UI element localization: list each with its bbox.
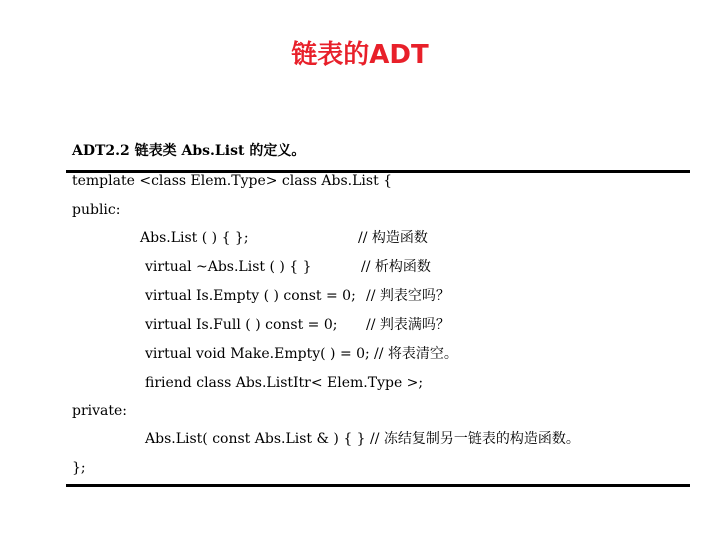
member-code: firiend class Abs.ListItr< Elem.Type >;	[145, 375, 424, 391]
member-code: virtual Is.Empty ( ) const = 0;	[145, 288, 356, 304]
bottom-rule	[66, 484, 690, 487]
private-label: private:	[72, 403, 128, 419]
template-line: template <class Elem.Type> class Abs.List {	[72, 173, 393, 189]
member-code: virtual ~Abs.List ( ) { }	[145, 259, 312, 275]
member-code: virtual void Make.Empty( ) = 0;	[145, 346, 370, 362]
private-member: Abs.List( const Abs.List & ) { } // 冻结复制另一链表的构造函数。	[145, 431, 580, 447]
public-label: public:	[72, 202, 121, 218]
member-comment: // 构造函数	[358, 230, 428, 246]
member-comment: // 将表清空。	[374, 346, 458, 362]
page-title: 链表的ADT	[291, 40, 429, 70]
member-comment: // 析构函数	[361, 259, 431, 275]
member-comment: // 判表满吗？	[366, 317, 450, 333]
member-code: virtual Is.Full ( ) const = 0;	[145, 317, 338, 333]
closing-brace: };	[72, 460, 86, 476]
member-comment: // 判表空吗？	[366, 288, 450, 304]
member-code: Abs.List ( ) { };	[140, 230, 249, 246]
definition-caption: ADT2.2 链表类 Abs.List 的定义。	[72, 143, 306, 159]
